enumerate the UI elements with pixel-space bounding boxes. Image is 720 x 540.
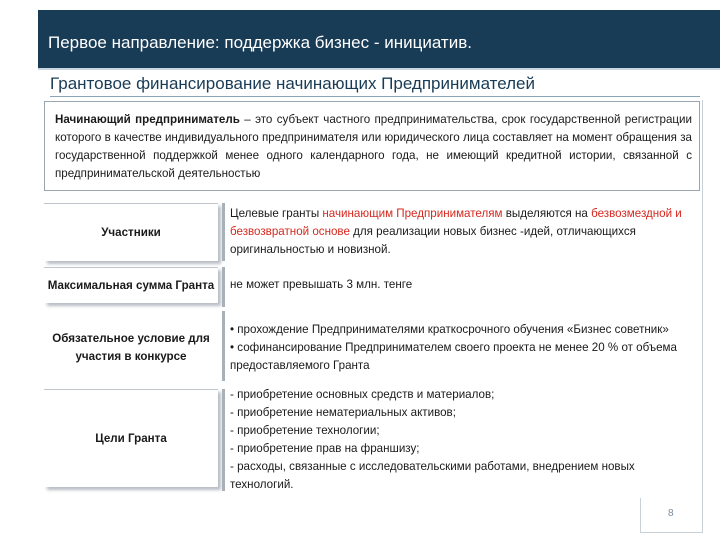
definition-text: – это субъект частного предпринимательства, срок государственной регистрации которого в качестве индивидуального предпринимателя или юридического лица составляет на момент обращения за государственной поддержкой менее одного календарного года, не имеющий кредитной истории, связанной с предпринимательской деятельностью: [55, 113, 692, 180]
row-divider: [222, 267, 225, 307]
table-row: [44, 311, 700, 385]
header-bar: [38, 10, 720, 70]
highlight-text: начинающим Предпринимателям: [322, 207, 503, 220]
table-row: [44, 389, 700, 491]
row-divider: [222, 389, 225, 491]
frame-line: [702, 100, 703, 532]
text-part: Целевые гранты: [230, 207, 323, 220]
row-label: Максимальная сумма Гранта: [44, 267, 218, 303]
slide-title: Первое направление: поддержка бизнес - инициатив.: [48, 33, 472, 52]
condition-line: • прохождение Предпринимателями краткосрочного обучения «Бизнес советник»: [230, 323, 669, 336]
row-value: [230, 389, 700, 491]
slide-subtitle: Грантовое финансирование начинающих Предпринимателей: [50, 74, 700, 97]
goal-line: - приобретение нематериальных активов;: [230, 406, 456, 419]
goal-line: - расходы, связанные с исследовательскими работами, внедрением новых технологий.: [230, 460, 635, 491]
highlight-text: безвозмездной и безвозвратной основе: [230, 207, 682, 238]
row-divider: [222, 311, 225, 381]
row-divider: [222, 203, 225, 261]
max-amount-text: не может превышать 3 млн. тенге: [230, 278, 413, 291]
table-row: [44, 203, 700, 261]
goal-line: - приобретение технологии;: [230, 424, 380, 437]
page-number: 8: [668, 508, 674, 519]
participants-text: [230, 205, 700, 259]
goal-line: - приобретение основных средств и материалов;: [230, 388, 495, 401]
row-label: Обязательное условие для участия в конкурсе: [44, 311, 218, 385]
condition-line: • софинансирование Предпринимателем своего проекта не менее 20 % от объема предоставляемого Гранта: [230, 341, 677, 372]
definition-box: [44, 101, 700, 191]
table-row: [44, 267, 700, 307]
row-value: [230, 267, 700, 303]
row-label: Цели Гранта: [44, 389, 218, 487]
goal-line: - приобретение прав на франшизу;: [230, 442, 420, 455]
row-label: Участники: [44, 203, 218, 261]
text-part: для реализации новых бизнес -идей, отличающихся оригинальностью и новизной.: [230, 225, 636, 256]
row-value: [230, 311, 700, 385]
definition-term: Начинающий предприниматель: [55, 113, 240, 126]
text-part: выделяются на: [502, 207, 592, 220]
row-value: [230, 203, 700, 261]
